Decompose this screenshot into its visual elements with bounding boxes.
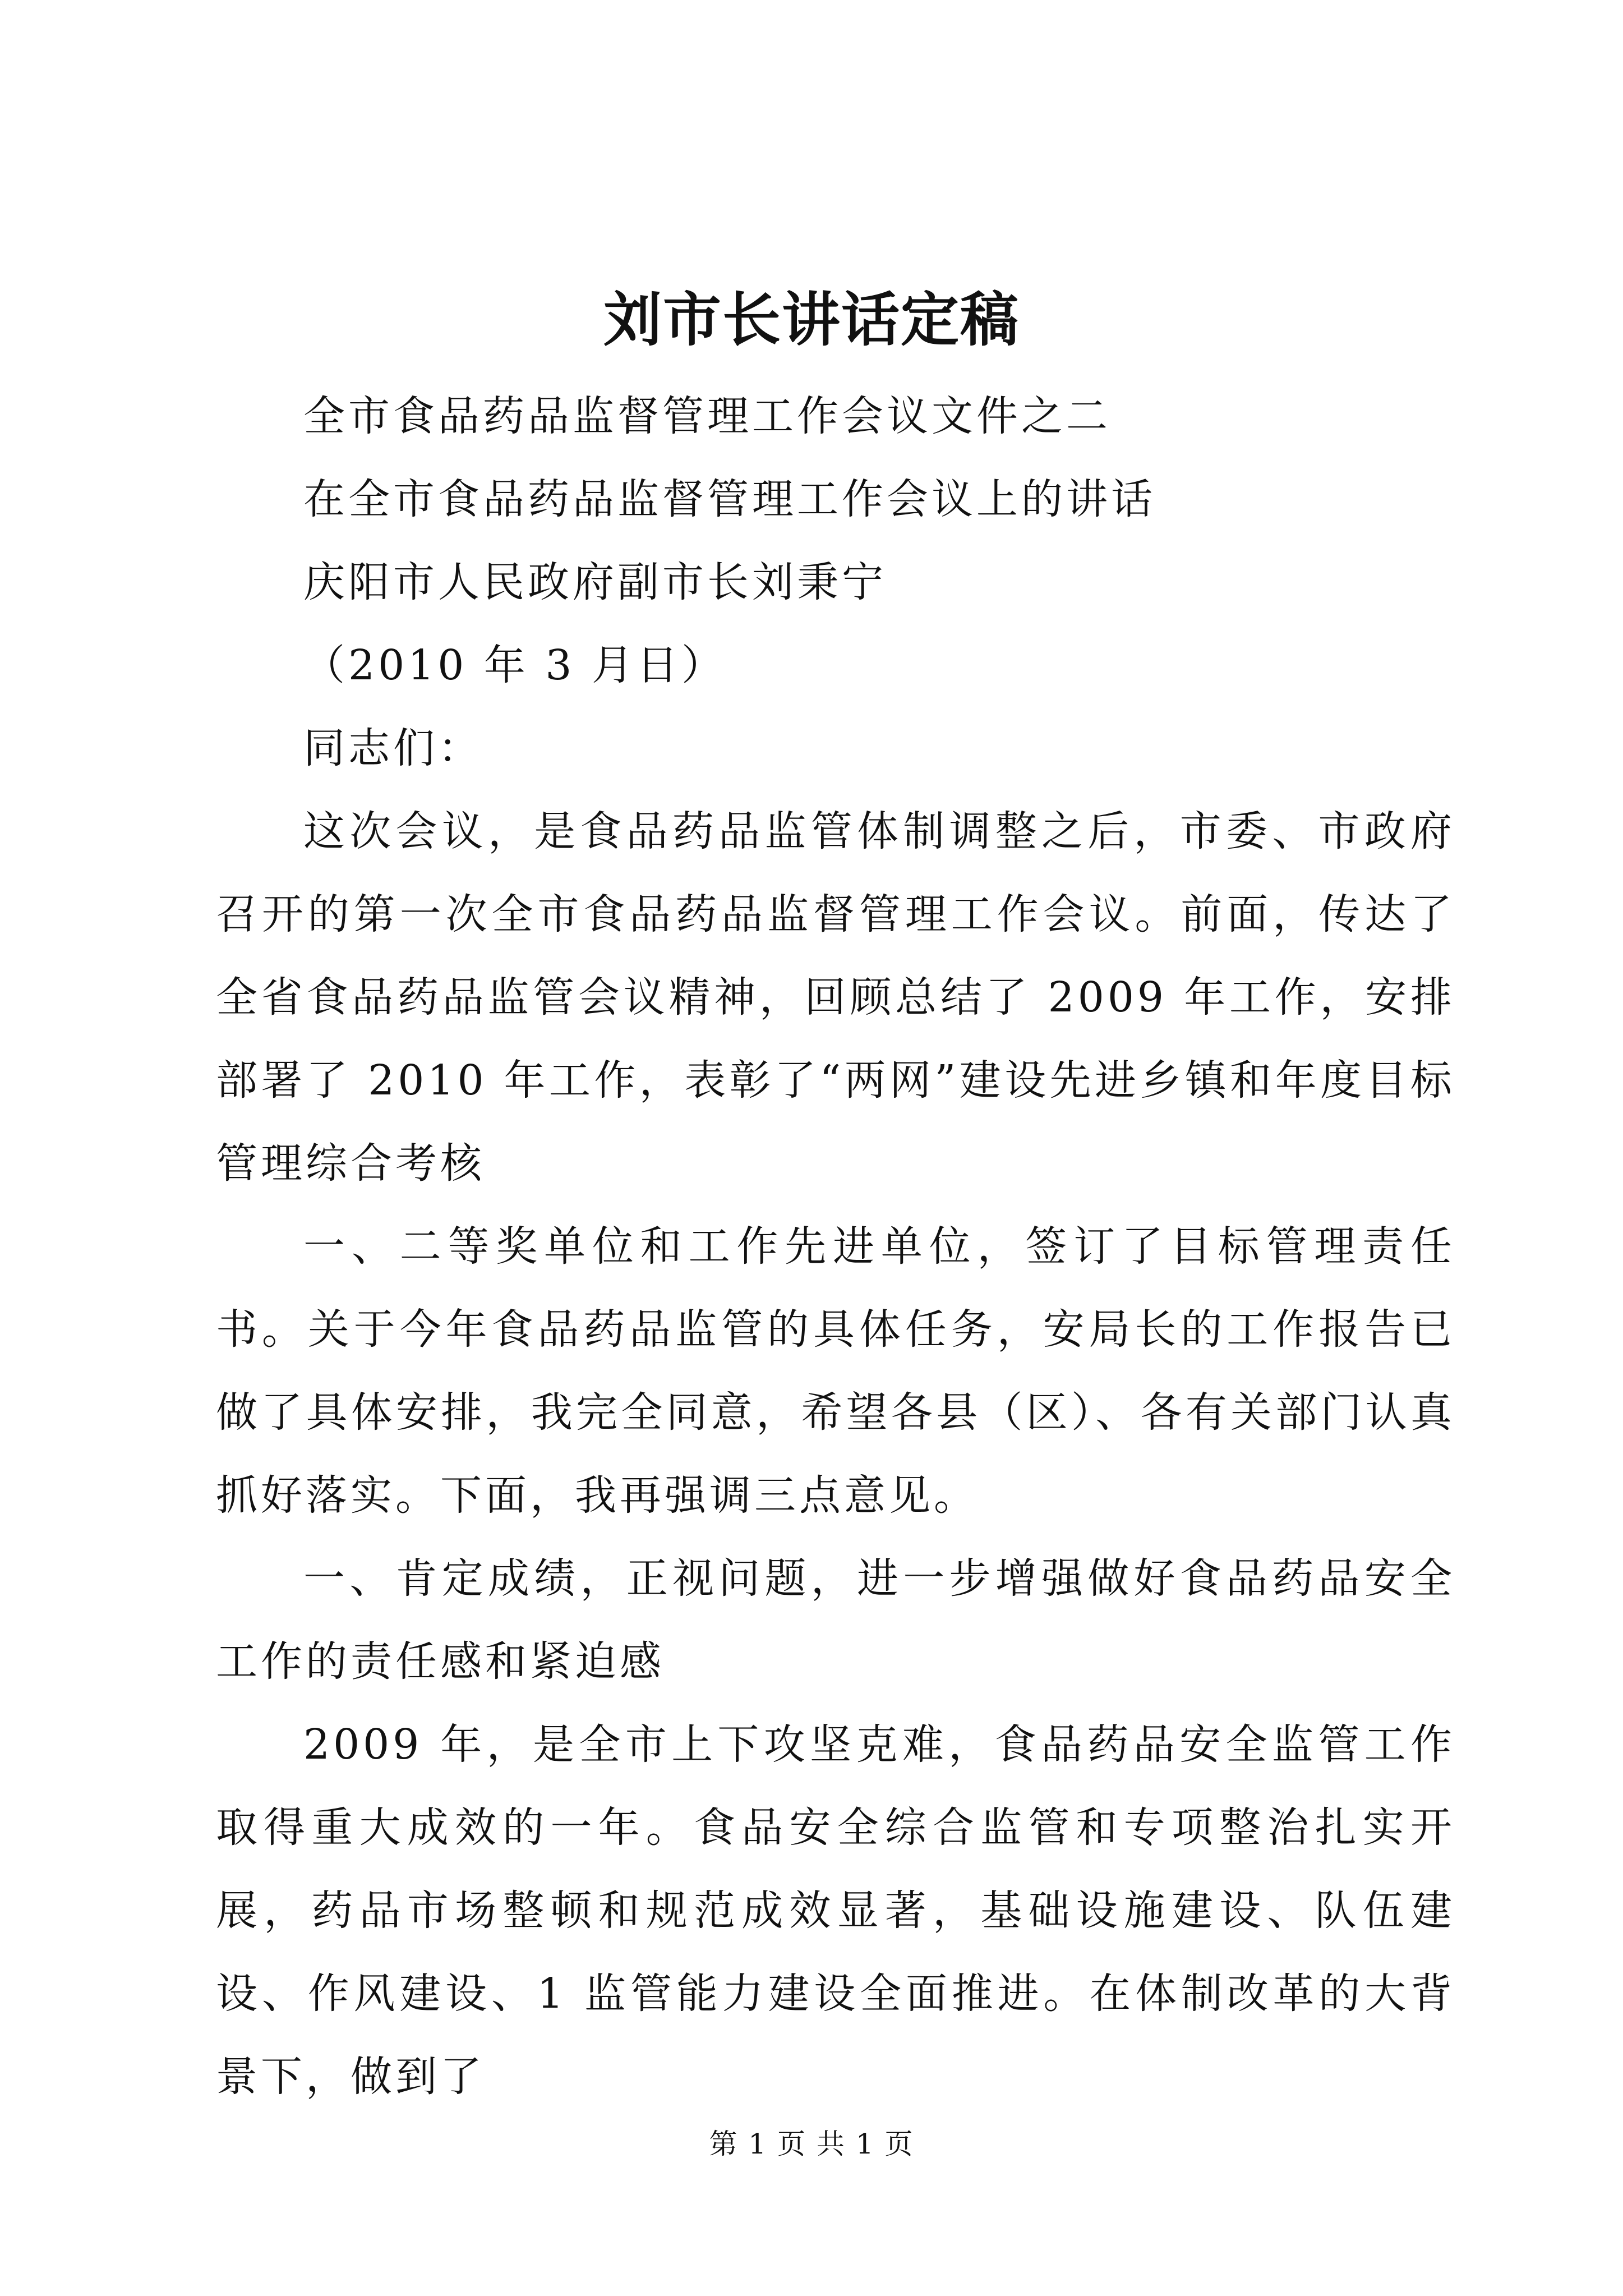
header-line-date: （2010 年 3 月日）	[303, 641, 726, 689]
paragraph-2009-achievements: 2009 年，是全市上下攻坚克难，食品药品安全监管工作取得重大成效的一年。食品安全综合监管和专项整治扎实开展，药品市场整顿和规范成效显著，基础设施建设、队伍建设、作风建设、1 监管能力建设全面推进。在体制改革的大背景下，做到了	[216, 1720, 1455, 2101]
paragraph-meeting-intro: 这次会议，是食品药品监管体制调整之后，市委、市政府召开的第一次全市食品药品监督管理工作会议。前面，传达了全省食品药品监管会议精神，回顾总结了 2009 年工作，安排部署了 2010 年工作，表彰了“两网”建设先进乡镇和年度目标管理综合考核	[216, 807, 1455, 1188]
header-line-speaker: 庆阳市人民政府副市长刘秉宁	[303, 558, 887, 606]
header-line-meeting-file: 全市食品药品监督管理工作会议文件之二	[303, 392, 1111, 440]
header-line-speech-title: 在全市食品药品监督管理工作会议上的讲话	[303, 475, 1156, 523]
document-title: 刘市长讲话定稿	[603, 285, 1020, 354]
document-body	[216, 375, 1455, 2118]
page-number-footer: 第 1 页 共 1 页	[709, 2128, 914, 2160]
header-line-salutation: 同志们：	[303, 724, 483, 772]
paragraph-awards-and-tasks: 一、二等奖单位和工作先进单位，签订了目标管理责任书。关于今年食品药品监管的具体任务，安局长的工作报告已做了具体安排，我完全同意，希望各县（区）、各有关部门认真抓好落实。下面，我再强调三点意见。	[216, 1222, 1455, 1520]
section-heading-one: 一、肯定成绩，正视问题，进一步增强做好食品药品安全工作的责任感和紧迫感	[216, 1554, 1455, 1686]
